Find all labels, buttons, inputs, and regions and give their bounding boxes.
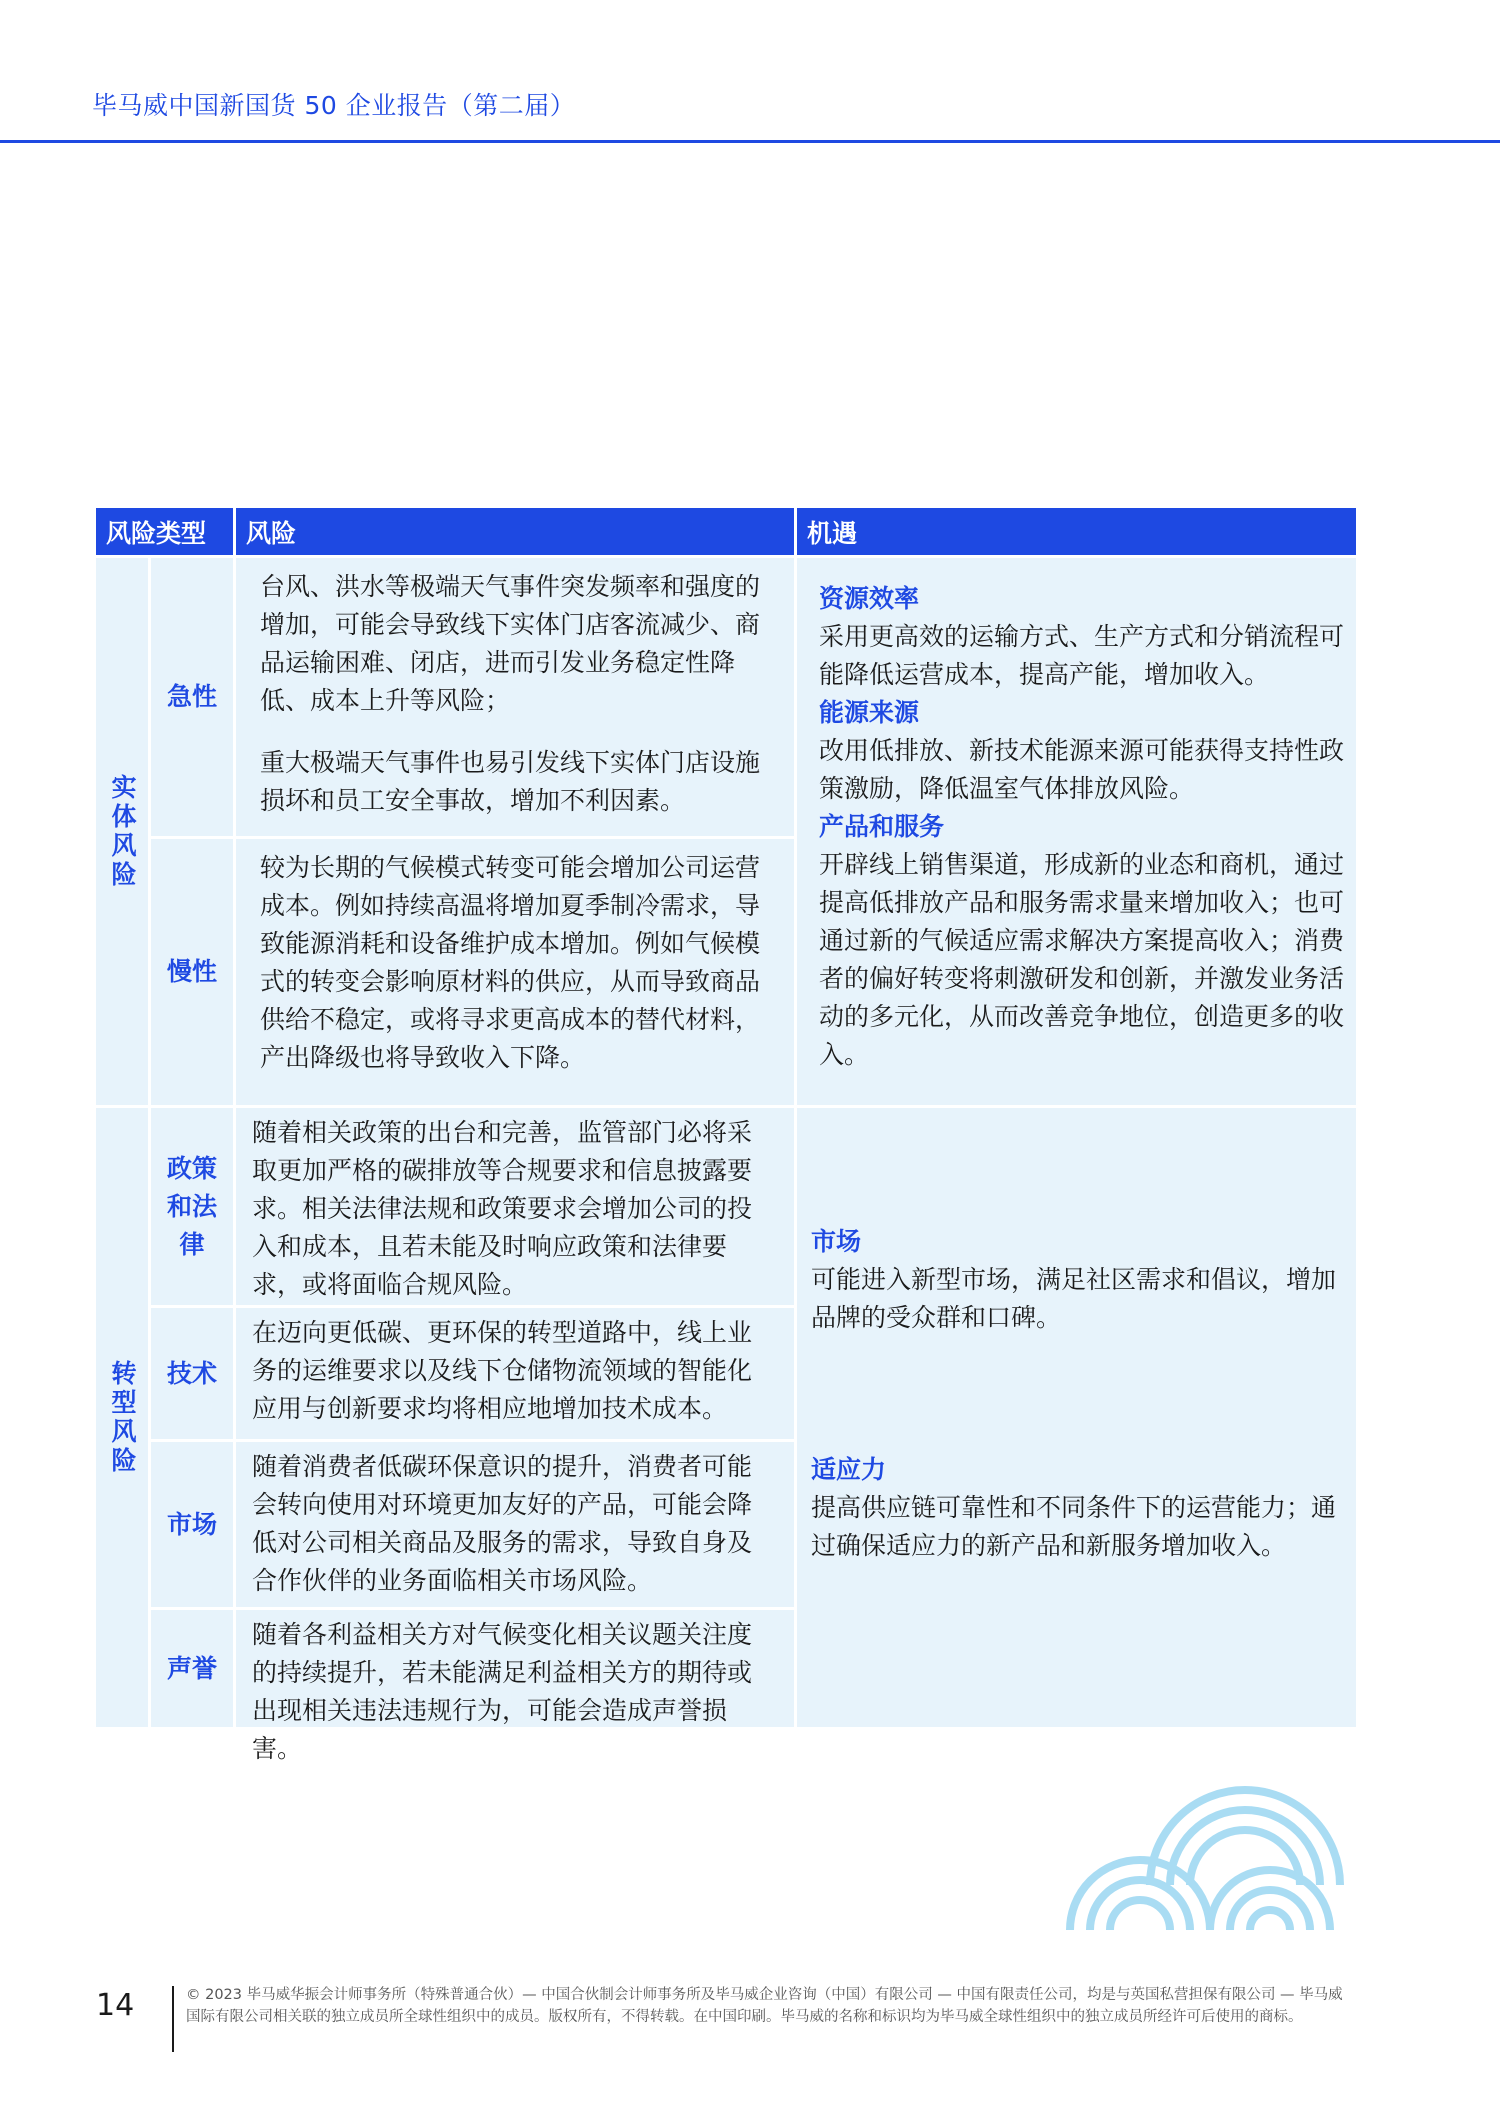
group-label-transition-risk: 转型风险 xyxy=(96,1108,148,1727)
opportunity-text: 开辟线上销售渠道，形成新的业态和商机，通过提高低排放产品和服务需求量来增加收入；也可通过新的气候适应需求解决方案提高收入；消费者的偏好转变将刺激研发和创新，并激发业务活动的多元化，从而改善竞争地位，创造更多的收入。 xyxy=(819,850,1345,1069)
risk-text-reputation xyxy=(236,1610,794,1763)
sub-label-technology: 技术 xyxy=(151,1308,233,1439)
opportunities-transition xyxy=(797,1108,1356,1727)
header-risk-type: 风险类型 xyxy=(96,508,233,555)
opportunity-title: 资源效率 xyxy=(819,584,920,613)
opportunity-title: 产品和服务 xyxy=(819,812,945,841)
risk-text-chronic xyxy=(236,839,794,1105)
opportunity-title: 市场 xyxy=(811,1227,862,1256)
risk-paragraph: 随着各利益相关方对气候变化相关议题关注度的持续提升，若未能满足利益相关方的期待或出现相关违法违规行为，可能会造成声誉损害。 xyxy=(252,1620,753,1763)
opportunity-title: 适应力 xyxy=(811,1455,887,1484)
risk-text-acute xyxy=(236,558,794,836)
risk-text-policy-law xyxy=(236,1108,794,1305)
group-label-physical-risk: 实体风险 xyxy=(96,558,148,1105)
decorative-arcs-graphic xyxy=(1050,1785,1360,1930)
risk-text-market xyxy=(236,1442,794,1607)
risk-paragraph: 随着消费者低碳环保意识的提升，消费者可能会转向使用对环境更加友好的产品，可能会降低对公司相关商品及服务的需求，导致自身及合作伙伴的业务面临相关市场风险。 xyxy=(252,1452,753,1595)
opportunities-physical xyxy=(797,558,1356,1105)
sub-label-reputation: 声誉 xyxy=(151,1610,233,1727)
opportunity-block xyxy=(811,1451,1341,1565)
opportunity-block xyxy=(811,1223,1341,1337)
climate-risk-table xyxy=(96,508,1356,1763)
sub-label-chronic: 慢性 xyxy=(151,839,233,1105)
risk-paragraph: 较为长期的气候模式转变可能会增加公司运营成本。例如持续高温将增加夏季制冷需求，导致能源消耗和设备维护成本增加。例如气候模式的转变会影响原材料的供应，从而导致商品供给不稳定，或将寻求更高成本的替代材料，产出降级也将导致收入下降。 xyxy=(260,853,761,1072)
risk-paragraph: 台风、洪水等极端天气事件突发频率和强度的增加，可能会导致线下实体门店客流减少、商品运输困难、闭店，进而引发业务稳定性降低、成本上升等风险； xyxy=(260,572,761,715)
opportunity-text: 改用低排放、新技术能源来源可能获得支持性政策激励，降低温室气体排放风险。 xyxy=(819,736,1345,803)
risk-paragraph: 重大极端天气事件也易引发线下实体门店设施损坏和员工安全事故，增加不利因素。 xyxy=(260,748,761,815)
header-divider xyxy=(0,140,1500,143)
opportunity-block xyxy=(819,808,1344,1074)
sub-label-market: 市场 xyxy=(151,1442,233,1607)
copyright-notice: © 2023 毕马威华振会计师事务所（特殊普通合伙）— 中国合伙制会计师事务所及毕马威企业咨询（中国）有限公司 — 中国有限责任公司，均是与英国私营担保有限公司 — 毕马威国际有限公司相关联的独立成员所全球性组织中的成员。版权所有，不得转载。在中国印刷。毕马威的名称和标识均为毕马威全球性组织中的独立成员所经许可后使用的商标。 xyxy=(186,1987,1343,2025)
risk-paragraph: 随着相关政策的出台和完善，监管部门必将采取更加严格的碳排放等合规要求和信息披露要求。相关法律法规和政策要求会增加公司的投入和成本，且若未能及时响应政策和法律要求，或将面临合规风险。 xyxy=(252,1118,753,1299)
sub-label-acute: 急性 xyxy=(151,558,233,836)
opportunity-block xyxy=(819,694,1344,808)
report-title: 毕马威中国新国货 50 企业报告（第二届） xyxy=(92,91,576,120)
header-risk: 风险 xyxy=(236,508,794,555)
sub-label-policy-law: 政策和法律 xyxy=(151,1108,233,1305)
risk-paragraph: 在迈向更低碳、更环保的转型道路中，线上业务的运维要求以及线下仓储物流领域的智能化应用与创新要求均将相应地增加技术成本。 xyxy=(252,1318,753,1423)
opportunity-title: 能源来源 xyxy=(819,698,920,727)
opportunity-block xyxy=(819,580,1344,694)
opportunity-text: 提高供应链可靠性和不同条件下的运营能力；通过确保适应力的新产品和新服务增加收入。 xyxy=(811,1493,1337,1560)
risk-text-technology xyxy=(236,1308,794,1439)
header-opportunity: 机遇 xyxy=(797,508,1356,555)
page-number: 14 xyxy=(96,1988,135,2023)
footer-divider xyxy=(172,1986,174,2052)
opportunity-text: 可能进入新型市场，满足社区需求和倡议，增加品牌的受众群和口碑。 xyxy=(811,1265,1337,1332)
opportunity-text: 采用更高效的运输方式、生产方式和分销流程可能降低运营成本，提高产能，增加收入。 xyxy=(819,622,1345,689)
